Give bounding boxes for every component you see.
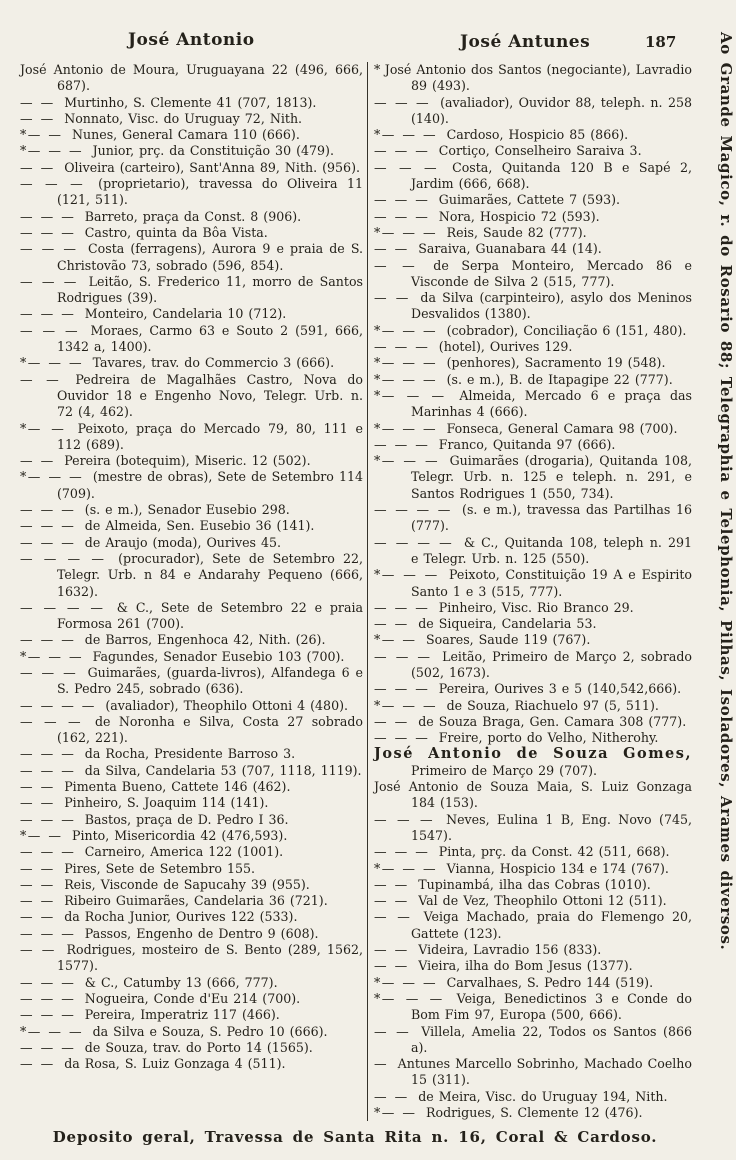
ditto-dashes: —	[374, 1056, 395, 1072]
directory-entry: — — — Monteiro, Candelaria 10 (712).	[20, 306, 287, 322]
ditto-dashes: — — —	[20, 224, 82, 240]
ditto-dashes: — — —	[374, 844, 436, 860]
directory-entry: — — — Costa, Quitanda 120 B e Sapé 2, Jardim (666, 668).	[374, 159, 692, 192]
running-head-left: José Antonio	[128, 30, 255, 50]
directory-entry: *— — — Cardoso, Hospicio 85 (866).	[374, 127, 629, 143]
directory-entry: — — — — (avaliador), Theophilo Ottoni 4 (480).	[20, 697, 348, 713]
directory-entry: — — — (s. e m.), Senador Eusebio 298.	[20, 502, 290, 518]
directory-entry: — — — da Rocha, Presidente Barroso 3.	[20, 746, 296, 762]
directory-entry: *— — — Fagundes, Senador Eusebio 103 (700).	[20, 648, 345, 664]
ditto-dashes: — — —	[20, 974, 82, 990]
directory-entry: — — — Guimarães, Cattete 7 (593).	[374, 192, 621, 208]
directory-entry: — — — (hotel), Ourives 129.	[374, 339, 573, 355]
directory-entry: *— — Rodrigues, S. Clemente 12 (476).	[374, 1105, 643, 1120]
ditto-dashes: — —	[20, 110, 62, 126]
ditto-dashes: — — —	[20, 762, 82, 778]
directory-entry: — — Pires, Sete de Setembro 155.	[20, 860, 256, 876]
directory-entry: — — — de Araujo (moda), Ourives 45.	[20, 534, 282, 550]
directory-entry: — — da Silva (carpinteiro), asylo dos Meninos Desvalidos (1380).	[374, 290, 693, 322]
ditto-dashes: *— —	[374, 1105, 423, 1120]
ditto-dashes: — —	[374, 1088, 416, 1104]
ditto-dashes: — — —	[374, 648, 440, 664]
ditto-dashes: — — —	[20, 990, 82, 1006]
directory-entry: — — — Pinta, prç. da Const. 42 (511, 668).	[374, 844, 670, 860]
ditto-dashes: — —	[20, 893, 62, 909]
directory-entry: — — — (avaliador), Ouvidor 88, teleph. n. 258 (140).	[374, 94, 692, 126]
directory-entry: — — — & C., Catumby 13 (666, 777).	[20, 974, 278, 990]
ditto-dashes: — — —	[374, 811, 444, 827]
ditto-dashes: — — —	[374, 208, 436, 224]
directory-entry: — — da Rosa, S. Luiz Gonzaga 4 (511).	[20, 1056, 286, 1072]
ditto-dashes: *— — —	[374, 453, 447, 469]
ditto-dashes: *— — —	[374, 990, 454, 1006]
footer-advertisement: Deposito geral, Travessa de Santa Rita n. 16, Coral & Cardoso.	[52, 1128, 658, 1146]
directory-entry: — — — Guimarães, (guarda-livros), Alfandega 6 e S. Pedro 245, sobrado (636).	[20, 664, 364, 697]
ditto-dashes: — —	[20, 779, 62, 795]
ditto-dashes: — — —	[20, 534, 82, 550]
directory-entry: — — Pedreira de Magalhães Castro, Nova do Ouvidor 18 e Engenho Novo, Telegr. Urb. n. 72 (4, 462).	[20, 371, 363, 420]
directory-entry: — — — — & C., Quitanda 108, teleph n. 291 e Telegr. Urb. n. 125 (550).	[374, 534, 693, 566]
ditto-dashes: — — —	[374, 730, 436, 746]
directory-entry: — — — Barreto, praça da Const. 8 (906).	[20, 208, 302, 224]
ditto-dashes: — —	[374, 876, 416, 892]
directory-entry: *— — — Almeida, Mercado 6 e praça das Marinhas 4 (666).	[374, 387, 692, 420]
page-number: 187	[645, 33, 677, 51]
right-column	[367, 62, 692, 1121]
directory-entry: — — Videira, Lavradio 156 (833).	[374, 942, 602, 958]
ditto-dashes: *— — —	[20, 469, 90, 485]
ditto-dashes: — — —	[374, 599, 436, 615]
ditto-dashes: — —	[20, 159, 62, 175]
directory-entry: José Antonio de Moura, Uruguayana 22 (496, 666, 687).	[20, 62, 363, 94]
ditto-dashes: — —	[20, 860, 62, 876]
ditto-dashes: *— — —	[20, 143, 90, 159]
directory-entry: *— — — Tavares, trav. do Commercio 3 (666).	[20, 355, 335, 371]
ditto-dashes: — — —	[374, 159, 450, 175]
ditto-dashes: *— —	[20, 420, 75, 436]
directory-entry: — — — — (procurador), Sete de Setembro 22, Telegr. Urb. n 84 e Andarahy Pequeno (666, 1632).	[20, 550, 363, 599]
directory-entry: *— — — (s. e m.), B. de Itapagipe 22 (777).	[374, 371, 673, 387]
directory-entry: — — Val de Vez, Theophilo Ottoni 12 (511).	[374, 893, 667, 909]
directory-entry: — — — Cortiço, Conselheiro Saraiva 3.	[374, 143, 642, 159]
directory-entry: — — Pereira (botequim), Miseric. 12 (502).	[20, 453, 311, 469]
ditto-dashes: — —	[374, 909, 421, 925]
ditto-dashes: *— — —	[374, 387, 457, 403]
directory-entry: — — Nonnato, Visc. do Uruguay 72, Nith.	[20, 110, 303, 126]
directory-entry: — — — Moraes, Carmo 63 e Souto 2 (591, 666, 1342 a, 1400).	[20, 322, 363, 355]
ditto-dashes: — — —	[20, 713, 92, 729]
ditto-dashes: — —	[374, 241, 416, 257]
ditto-dashes: *	[374, 62, 382, 77]
directory-entry: *— — — (cobrador), Conciliação 6 (151, 480).	[374, 322, 687, 338]
ditto-dashes: — —	[374, 713, 416, 729]
ditto-dashes: — — — —	[20, 599, 114, 615]
ditto-dashes: — —	[20, 1056, 62, 1072]
ditto-dashes: — — —	[20, 1007, 82, 1023]
directory-entry: *— — Soares, Saude 119 (767).	[374, 632, 591, 648]
directory-entry: — — Pimenta Bueno, Cattete 146 (462).	[20, 779, 291, 795]
directory-entry: *— — — Guimarães (drogaria), Quitanda 108, Telegr. Urb. n. 125 e teleph. n. 291, e Santos Rodrigues 1 (550, 734).	[374, 453, 693, 501]
ditto-dashes: *— — —	[374, 420, 444, 436]
directory-entry: — — — Passos, Engenho de Dentro 9 (608).	[20, 925, 319, 941]
ditto-dashes: *— — —	[374, 974, 444, 990]
ditto-dashes: — —	[20, 909, 62, 925]
ditto-dashes: — — —	[20, 811, 82, 827]
ditto-dashes: — — —	[374, 339, 436, 355]
ditto-dashes: — —	[20, 453, 62, 469]
directory-entry: — — — — (s. e m.), travessa das Partilhas 16 (777).	[374, 502, 693, 534]
directory-entry: — — — Neves, Eulina 1 B, Eng. Novo (745, 1547).	[374, 811, 692, 843]
directory-entry: — — — Pereira, Ourives 3 e 5 (140,542,666).	[374, 681, 682, 697]
ditto-dashes: — — —	[20, 273, 86, 289]
page-header	[0, 28, 696, 54]
ditto-dashes: *— — —	[20, 1023, 90, 1039]
directory-entry: — — Veiga Machado, praia do Flemengo 20, Gattete (123).	[374, 909, 692, 941]
directory-entry: — — Pinheiro, S. Joaquim 114 (141).	[20, 795, 269, 811]
running-head-right: José Antunes	[460, 32, 591, 52]
directory-entry: — — — Pereira, Imperatriz 117 (466).	[20, 1007, 280, 1023]
directory-columns	[20, 62, 692, 1121]
directory-entry: — — de Meira, Visc. do Uruguay 194, Nith.	[374, 1088, 668, 1104]
ditto-dashes: — — —	[374, 94, 438, 110]
directory-entry: José Antonio de Souza Maia, S. Luiz Gonzaga 184 (153).	[374, 779, 692, 811]
directory-entry: *— — Pinto, Misericordia 42 (476,593).	[20, 827, 288, 843]
directory-entry: *— — — Veiga, Benedictinos 3 e Conde do Bom Fim 97, Europa (500, 666).	[374, 990, 692, 1023]
ditto-dashes: — —	[374, 1023, 419, 1039]
directory-entry: — — de Serpa Monteiro, Mercado 86 e Visconde de Silva 2 (515, 777).	[374, 257, 692, 289]
ditto-dashes: — —	[20, 371, 73, 387]
directory-entry: — — — Costa (ferragens), Aurora 9 e praia de S. Christovão 73, sobrado (596, 854).	[20, 241, 363, 273]
ditto-dashes: *— —	[20, 827, 69, 843]
directory-entry: *— — — (penhores), Sacramento 19 (548).	[374, 355, 666, 371]
directory-entry: *— — Peixoto, praça do Mercado 79, 80, 111 e 112 (689).	[20, 420, 363, 452]
ditto-dashes: — — — —	[20, 697, 103, 713]
directory-entry: — — — (proprietario), travessa do Oliveira 11 (121, 511).	[20, 176, 363, 208]
ditto-dashes: — —	[20, 942, 64, 958]
ditto-dashes: *— —	[374, 632, 423, 648]
directory-entry: — — Murtinho, S. Clemente 41 (707, 1813).	[20, 94, 317, 110]
ditto-dashes: *— — —	[374, 860, 444, 876]
ditto-dashes: — — —	[20, 632, 82, 648]
ditto-dashes: — — —	[374, 436, 436, 452]
ditto-dashes: — — — —	[374, 502, 460, 518]
directory-entry: — — Rodrigues, mosteiro de S. Bento (289, 1562, 1577).	[20, 942, 363, 974]
ditto-dashes: — — —	[20, 176, 96, 192]
directory-entry: — — Saraiva, Guanabara 44 (14).	[374, 241, 602, 257]
ditto-dashes: — —	[374, 942, 416, 958]
directory-entry: *— — — Vianna, Hospicio 134 e 174 (767).	[374, 860, 669, 876]
directory-entry: — — — Freire, porto do Velho, Nitherohy.	[374, 730, 659, 746]
directory-entry: * José Antonio dos Santos (negociante), Lavradio 89 (493).	[374, 62, 692, 94]
ditto-dashes: — — —	[374, 681, 436, 697]
ditto-dashes: *— — —	[374, 697, 444, 713]
directory-entry: — — de Siqueira, Candelaria 53.	[374, 616, 597, 632]
directory-entry: — — — de Souza, trav. do Porto 14 (1565).	[20, 1039, 313, 1055]
directory-entry: *— — — Peixoto, Constituição 19 A e Espirito Santo 1 e 3 (515, 777).	[374, 567, 693, 599]
ditto-dashes: — — —	[20, 746, 82, 762]
ditto-dashes: — — —	[20, 241, 86, 257]
directory-entry: *— — — (mestre de obras), Sete de Setembro 114 (709).	[20, 469, 363, 501]
directory-entry: — — Reis, Visconde de Sapucahy 39 (955).	[20, 876, 310, 892]
ditto-dashes: — — —	[20, 664, 85, 680]
ditto-dashes: *— — —	[374, 371, 444, 387]
ditto-dashes: — —	[20, 876, 62, 892]
ditto-dashes: — — —	[20, 925, 82, 941]
directory-entry: *— — — Reis, Saude 82 (777).	[374, 224, 587, 240]
ditto-dashes: *— — —	[374, 355, 444, 371]
ditto-dashes: — —	[20, 795, 62, 811]
ditto-dashes: — — —	[374, 192, 436, 208]
ditto-dashes: — — —	[374, 143, 436, 159]
directory-entry: — — — de Barros, Engenhoca 42, Nith. (26).	[20, 632, 326, 648]
directory-entry: *— — — Junior, prç. da Constituição 30 (479).	[20, 143, 334, 159]
left-column	[20, 62, 367, 1121]
ditto-dashes: — —	[374, 257, 431, 273]
ditto-dashes: *— — —	[374, 567, 447, 583]
directory-entry: — — — Bastos, praça de D. Pedro I 36.	[20, 811, 289, 827]
directory-entry: *— — — Carvalhaes, S. Pedro 144 (519).	[374, 974, 654, 990]
directory-entry: — — Vieira, ilha do Bom Jesus (1377).	[374, 958, 633, 974]
ditto-dashes: *— — —	[374, 224, 444, 240]
ditto-dashes: — —	[20, 94, 62, 110]
ditto-dashes: *— — —	[20, 648, 90, 664]
directory-entry: — — Oliveira (carteiro), Sant'Anna 89, Nith. (956).	[20, 159, 360, 175]
directory-entry: — — — Franco, Quitanda 97 (666).	[374, 436, 616, 452]
directory-entry: — — — de Noronha e Silva, Costa 27 sobrado (162, 221).	[20, 713, 363, 746]
directory-entry: — Antunes Marcello Sobrinho, Machado Coelho 15 (311).	[374, 1056, 692, 1088]
directory-entry: — — da Rocha Junior, Ourives 122 (533).	[20, 909, 298, 925]
ditto-dashes: — —	[374, 616, 416, 632]
ditto-dashes: — —	[374, 290, 418, 306]
directory-entry: *— — Nunes, General Camara 110 (666).	[20, 127, 300, 143]
ditto-dashes: — —	[374, 958, 416, 974]
directory-entry: — — — Carneiro, America 122 (1001).	[20, 844, 284, 860]
ditto-dashes: — — — —	[374, 534, 461, 550]
directory-entry: — — — da Silva, Candelaria 53 (707, 1118, 1119).	[20, 762, 362, 778]
ditto-dashes: — — —	[20, 208, 82, 224]
ditto-dashes: — — — —	[20, 550, 116, 566]
directory-entry: — — Villela, Amelia 22, Todos os Santos (866 a).	[374, 1023, 692, 1055]
directory-entry: José Antonio de Souza Gomes, Primeiro de Março 29 (707).	[374, 745, 692, 778]
margin-advertisement-vertical: Ao Grande Magico, r. do Rosario 88; Telegraphia e Telephonia, Pilhas, Isoladores, Arames diversos.	[717, 32, 735, 951]
ditto-dashes: *— — —	[374, 127, 444, 143]
directory-entry: — — — Castro, quinta da Bôa Vista.	[20, 224, 268, 240]
directory-entry: — — — Leitão, S. Frederico 11, morro de Santos Rodrigues (39).	[20, 273, 363, 306]
directory-entry: *— — — de Souza, Riachuelo 97 (5, 511).	[374, 697, 659, 713]
directory-entry: — — — Nogueira, Conde d'Eu 214 (700).	[20, 990, 301, 1006]
ditto-dashes: — — —	[20, 518, 82, 534]
ditto-dashes: — — —	[20, 1039, 82, 1055]
ditto-dashes: *— —	[20, 127, 69, 143]
ditto-dashes: — — —	[20, 322, 88, 338]
directory-entry: — — — de Almeida, Sen. Eusebio 36 (141).	[20, 518, 315, 534]
ditto-dashes: — —	[374, 893, 416, 909]
directory-entry: — — — Pinheiro, Visc. Rio Branco 29.	[374, 599, 634, 615]
ditto-dashes: *— — —	[374, 322, 444, 338]
directory-entry: — — — Nora, Hospicio 72 (593).	[374, 208, 600, 224]
ditto-dashes: *— — —	[20, 355, 90, 371]
directory-entry: — — — — & C., Sete de Setembro 22 e praia Formosa 261 (700).	[20, 599, 364, 632]
directory-entry: — — Ribeiro Guimarães, Candelaria 36 (721).	[20, 893, 328, 909]
ditto-dashes: — — —	[20, 844, 82, 860]
directory-entry: — — de Souza Braga, Gen. Camara 308 (777).	[374, 713, 687, 729]
ditto-dashes: — — —	[20, 306, 82, 322]
ditto-dashes: — — —	[20, 502, 82, 518]
entry-bold-name: José Antonio de Souza Gomes,	[374, 745, 692, 763]
directory-entry: *— — — da Silva e Souza, S. Pedro 10 (666).	[20, 1023, 328, 1039]
directory-entry: — — — Leitão, Primeiro de Março 2, sobrado (502, 1673).	[374, 648, 692, 680]
directory-entry: — — Tupinambá, ilha das Cobras (1010).	[374, 876, 651, 892]
directory-entry: *— — — Fonseca, General Camara 98 (700).	[374, 420, 678, 436]
